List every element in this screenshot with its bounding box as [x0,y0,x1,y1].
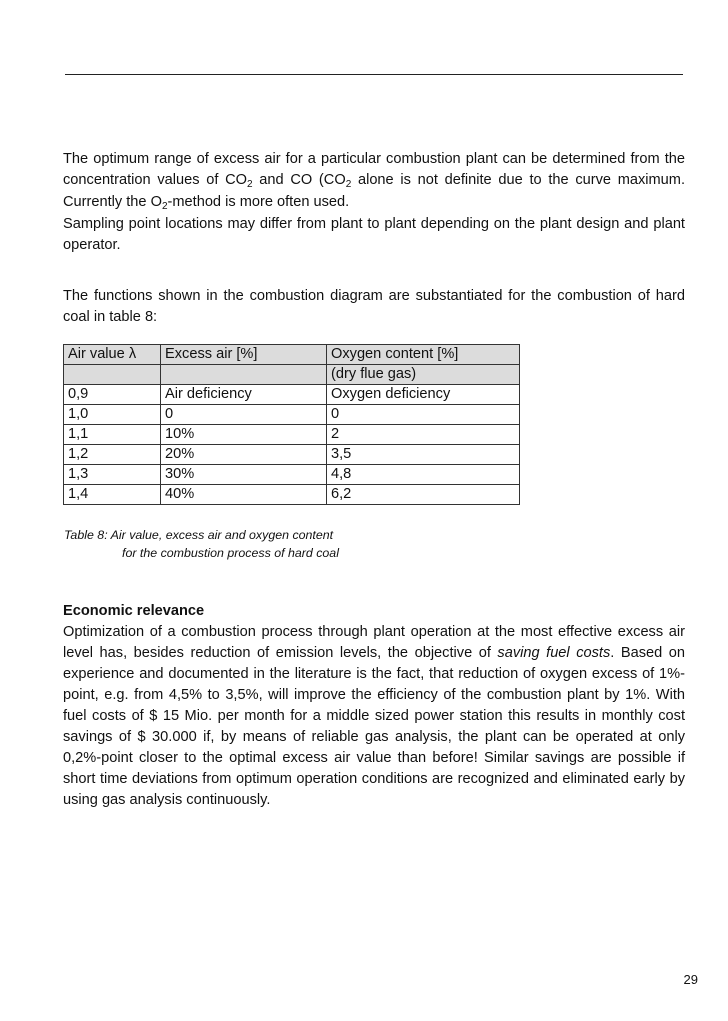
cell-excess-air: 10% [161,425,327,445]
cell-excess-air: 30% [161,465,327,485]
cell-excess-air: 40% [161,485,327,505]
subscript: 2 [345,179,352,190]
cell-oxygen: Oxygen deficiency [327,385,520,405]
page-number: 29 [683,972,698,987]
intro-text-part4: -method is more often used. [167,194,350,210]
cell-air-value: 1,2 [64,445,161,465]
table-row [64,465,520,485]
table-header-row [64,345,520,365]
cell-oxygen: 3,5 [327,445,520,465]
cell-excess-air: Air deficiency [161,385,327,405]
cell-oxygen: 6,2 [327,485,520,505]
cell-excess-air: 20% [161,445,327,465]
intro-text-part3: alone is not definite due to the curve maximum. Currently the O [63,172,686,210]
header-excess-air: Excess air [%] [161,345,327,365]
cell-air-value: 1,1 [64,425,161,445]
intro-text-part2: and CO (CO [252,172,346,188]
header-rule [65,74,683,75]
section-heading: Economic relevance [63,603,205,619]
table-caption [64,526,339,562]
table-row [64,445,520,465]
table-row [64,425,520,445]
economic-text-part2: . Based on experience and documented in the literature is the fact, that reduction of oxygen excess of 1%-point, e.g. from 4,5% to 3,5%, will improve the efficiency of the combustion plant by 1%. With fuel costs of $ 15 Mio. per month for a middle sized power station this results in monthly cost savings of $ 30.000 if, by means of reliable gas analysis, the plant can be operated at only 0,2%-point closer to the optimal excess air value than before! Similar savings are possible if short time deviations from optimum operation conditions are recognized and eliminated early by using gas analysis continuously. [63,645,685,808]
caption-line1: Table 8: Air value, excess air and oxygen content [64,528,334,542]
functions-paragraph: The functions shown in the combustion diagram are substantiated for the combustion of hard coal in table 8: [63,288,685,325]
economic-text-part1: Optimization of a combustion process through plant operation at the most effective excess air level has, besides reduction of emission levels, the objective of [63,624,685,661]
cell-excess-air: 0 [161,405,327,425]
cell-air-value: 1,0 [64,405,161,425]
cell-air-value: 1,3 [64,465,161,485]
header-air-value-cont [64,365,161,385]
table-row [64,405,520,425]
intro-paragraph [63,149,685,256]
sampling-text: Sampling point locations may differ from plant to plant depending on the plant design and plant operator. [63,216,685,253]
cell-oxygen: 2 [327,425,520,445]
subscript: 2 [247,179,253,190]
header-excess-air-cont [161,365,327,385]
header-oxygen-content [327,345,520,365]
header-oxygen-line1: Oxygen content [%] [331,346,459,362]
table-row [64,385,520,405]
combustion-table [63,344,520,505]
cell-oxygen: 0 [327,405,520,425]
subscript: 2 [161,201,168,212]
table-header-row [64,365,520,385]
header-air-value: Air value λ [64,345,161,365]
economic-emphasis: saving fuel costs [497,645,611,661]
table-row [64,485,520,505]
cell-air-value: 0,9 [64,385,161,405]
caption-line2: for the combustion process of hard coal [122,546,339,560]
economic-paragraph [63,622,685,811]
intro-text-part1: The optimum range of excess air for a particular combustion plant can be determined from the concentration values of CO [63,151,685,188]
cell-oxygen: 4,8 [327,465,520,485]
cell-air-value: 1,4 [64,485,161,505]
header-oxygen-line2: (dry flue gas) [327,365,520,385]
